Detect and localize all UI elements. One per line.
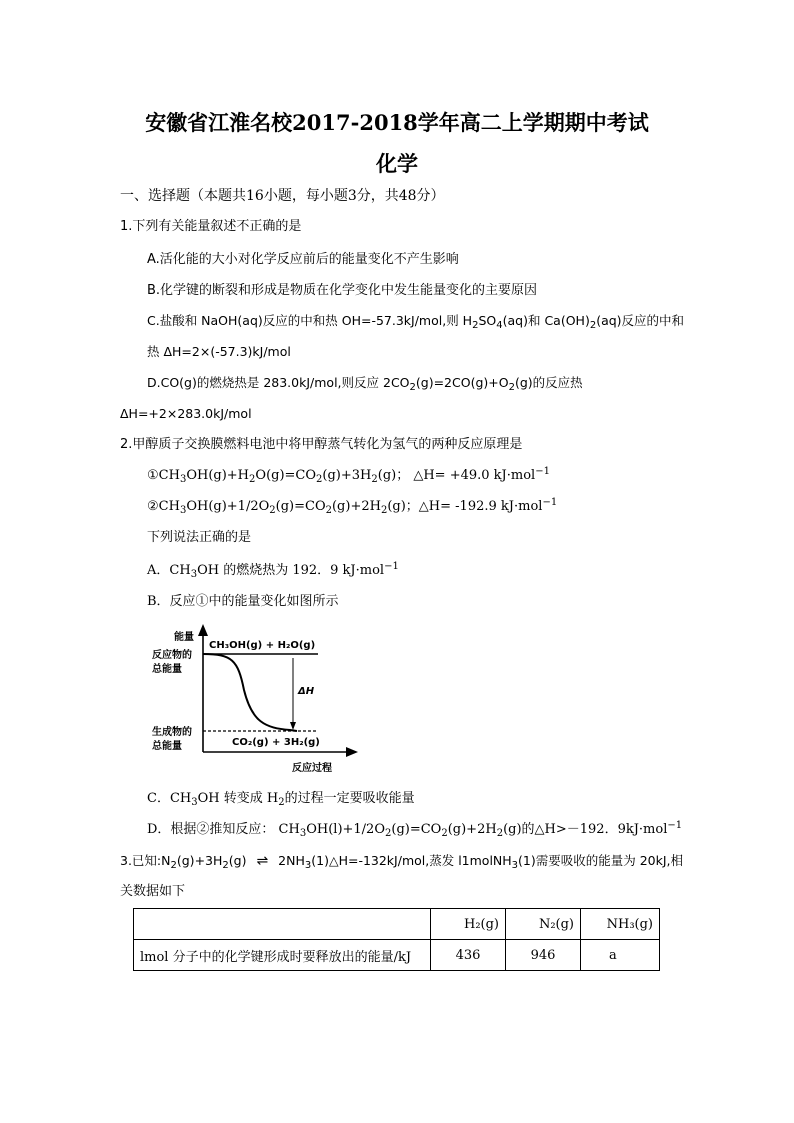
reactant-label-1: 反应物的 <box>152 650 192 661</box>
x-axis-arrow <box>346 747 358 757</box>
data-table <box>133 908 660 971</box>
section-heading: 一、选择题（本题共16小题，每小题3分，共48分） <box>120 188 445 204</box>
top-formula: CH₃OH(g) + H₂O(g) <box>209 640 316 651</box>
subject-title: 化学 <box>376 151 418 176</box>
table-row-label: lmol 分子中的化学键形成时要释放出的能量/kJ <box>134 940 431 971</box>
equilibrium-arrow: ⇌ <box>256 853 269 869</box>
table-cell-n2: 946 <box>506 940 581 971</box>
q2-option-d: D．根据②推知反应： $CH_3OH(l)+1/2O_2(g)=CO_2(g)+2H_2(g)$的△H>－192．9kJ·mol$^{-1}$ <box>147 820 683 839</box>
q1-option-c-line2: 热 ΔH=2×(-57.3)kJ/mol <box>147 344 291 359</box>
y-axis-label: 能量 <box>174 632 194 643</box>
reactant-label-2: 总能量 <box>152 664 182 675</box>
product-label-1: 生成物的 <box>152 727 192 738</box>
table-header-empty <box>134 909 431 940</box>
q3-stem-line2: 关数据如下 <box>120 884 186 899</box>
table-cell-nh3: a <box>581 940 660 971</box>
page-title: 安徽省江淮名校2017-2018学年高二上学期期中考试 <box>145 110 649 135</box>
q2-reaction-1: $①CH_3OH(g)+H_2O(g)=CO_2(g)+3H_2(g)$； △H= +49.0 kJ·mol$^{-1}$ <box>147 466 550 485</box>
y-axis-arrow <box>198 624 208 636</box>
delta-h-label: ΔH <box>298 686 315 697</box>
q1-option-b: B.化学键的断裂和形成是物质在化学变化中发生能量变化的主要原因 <box>147 283 538 298</box>
table-row <box>134 940 660 971</box>
bottom-formula: CO₂(g) + 3H₂(g) <box>232 737 320 748</box>
product-label-2: 总能量 <box>152 741 182 752</box>
table-header-n2: N₂(g) <box>506 909 581 940</box>
reaction-curve <box>203 654 297 731</box>
q1-stem: 1.下列有关能量叙述不正确的是 <box>120 219 302 234</box>
x-axis-label: 反应过程 <box>292 763 332 774</box>
q1-option-d-line2: ΔH=+2×283.0kJ/mol <box>120 406 252 421</box>
q1-option-d: D.CO(g)的燃烧热是 283.0kJ/mol,则反应 $2CO_2(g)=2CO(g)+O_2(g)$的反应热 <box>147 375 583 393</box>
q2-option-b: B．反应①中的能量变化如图所示 <box>147 594 339 609</box>
table-cell-h2: 436 <box>431 940 506 971</box>
q2-option-c: C．$CH_3OH$ 转变成 $H_2$的过程一定要吸收能量 <box>147 791 415 808</box>
table-header-row <box>134 909 660 940</box>
q1-option-a: A.活化能的大小对化学反应前后的能量变化不产生影响 <box>147 252 459 267</box>
table-header-nh3: NH₃(g) <box>581 909 660 940</box>
q2-ask: 下列说法正确的是 <box>147 530 252 545</box>
q2-option-a: A．$CH_3OH$ 的燃烧热为 192．9 kJ·mol$^{-1}$ <box>147 561 399 580</box>
delta-h-arrow <box>290 722 296 730</box>
q2-reaction-2: $②CH_3OH(g)+1/2O_2(g)=CO_2(g)+2H_2(g)$；△H= -192.9 kJ·mol$^{-1}$ <box>147 497 558 516</box>
q2-stem: 2.甲醇质子交换膜燃料电池中将甲醇蒸气转化为氢气的两种反应原理是 <box>120 437 523 452</box>
table-header-h2: H₂(g) <box>431 909 506 940</box>
q3-stem: 3.已知$:N_2(g)+3H_2(g)$ ⇌ $2NH_3(1)\triangle H=-132kJ$/mol,蒸发 l1molNH$_3$(1)需要吸收的能量为 20kJ,相 <box>120 853 684 871</box>
q1-option-c: C.盐酸和 NaOH(aq)反应的中和热 OH=-57.3kJ/mol,则 $H_2SO_4(aq)$和 $Ca(OH)_2(aq)$反应的中和 <box>147 313 685 331</box>
